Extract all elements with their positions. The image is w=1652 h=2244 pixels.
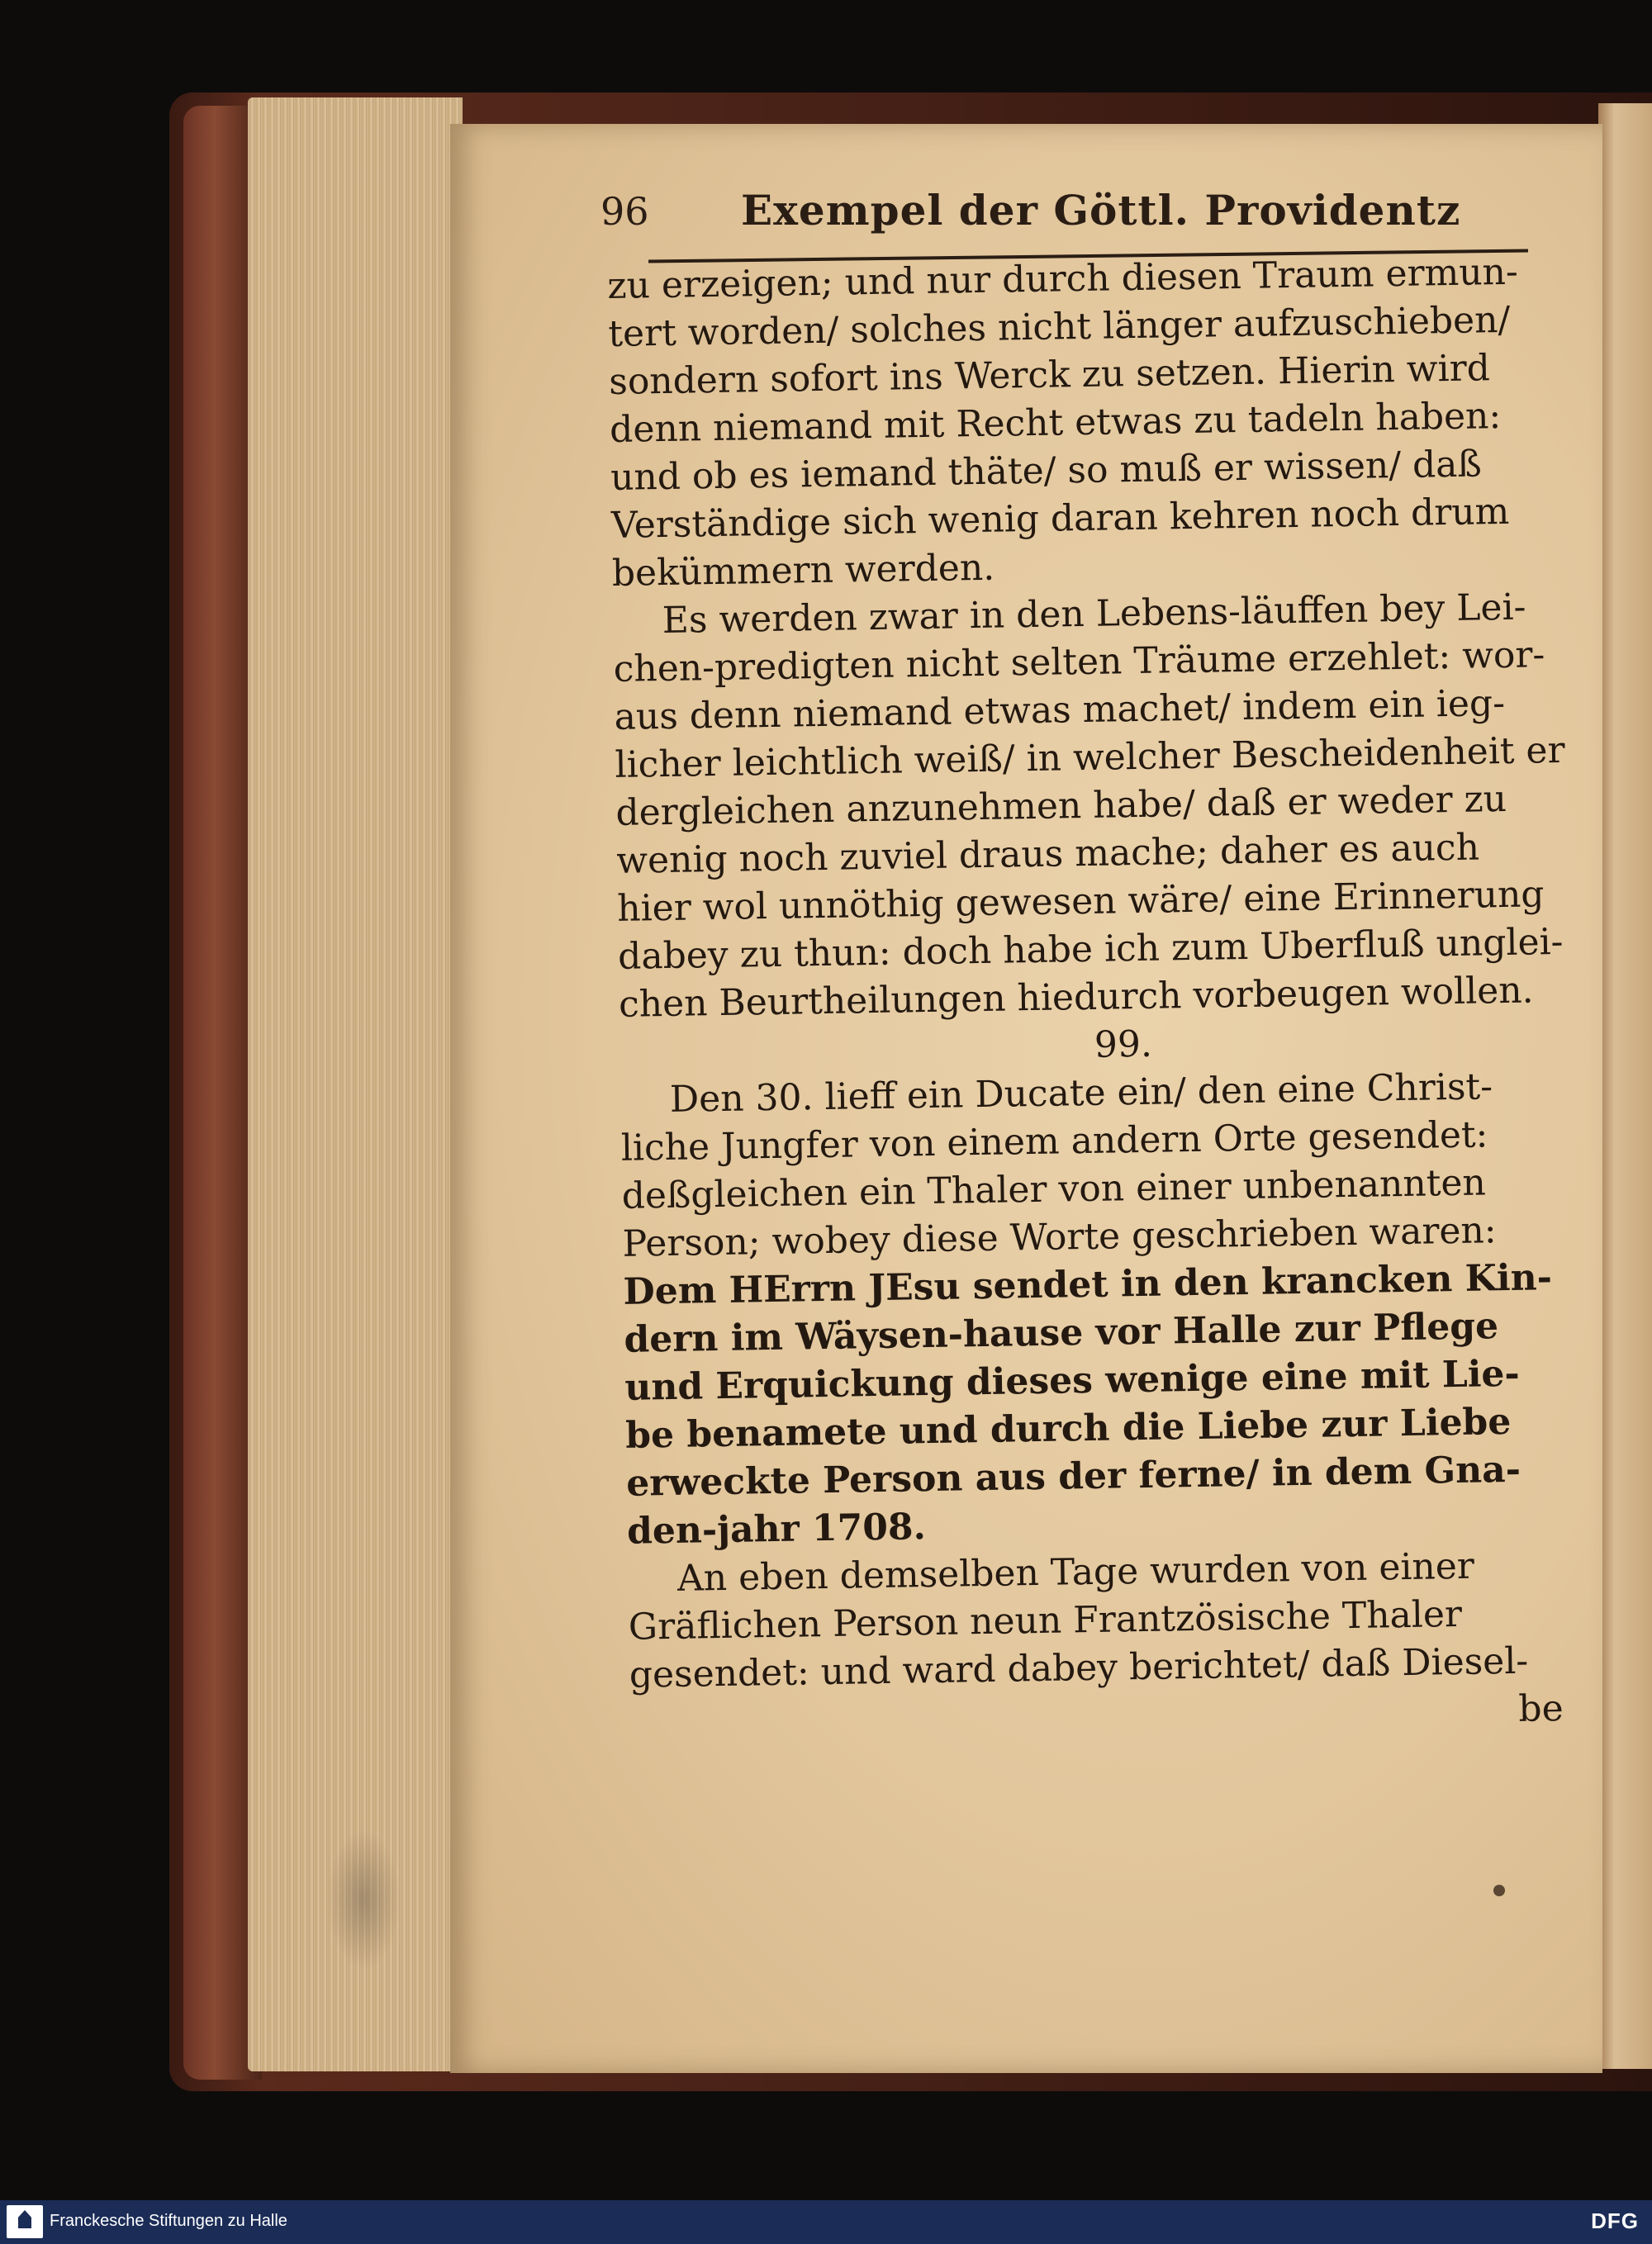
catchword: be [1518,1687,1564,1730]
text-line: zu erzeigen; und nur durch diesen Traum ermun- [607,250,1519,307]
text-line: Gräflichen Person neun Frantzösische Thaler [628,1592,1463,1649]
quote-line: Dem HErrn JEsu sendet in den krancken Kin- [623,1256,1553,1313]
running-head: Exempel der Göttl. Providentz [741,186,1461,235]
text-line: Es werden zwar in den Lebens-läuffen bey Lei- [662,586,1526,643]
text-line: tert worden/ solches nicht länger aufzuschieben/ [607,298,1511,355]
page-stack-edges [248,97,463,2071]
text-line: licher leichtlich weiß/ in welcher Bescheidenheit er [615,728,1565,786]
section-number: 99. [1094,1022,1153,1066]
text-line: chen-predigten nicht selten Träume erzehlet: wor- [613,633,1545,690]
text-line: chen Beurtheilungen hiedurch vorbeugen wollen. [618,969,1534,1026]
donation-quote [623,1254,1569,1556]
page-body [607,248,1572,1748]
quote-line: dern im Wäysen-hause vor Halle zur Pflege [624,1305,1499,1361]
page-number: 96 [601,189,649,234]
text-line: dergleichen anzunehmen habe/ daß er weder zu [615,777,1507,834]
paragraph-1 [607,248,1554,598]
text-line: Den 30. lieff ein Ducate ein/ den eine Christ- [669,1065,1493,1121]
text-line: Verständige sich wenig daran kehren noch drum [610,490,1510,547]
text-line: liche Jungfer von einem andern Orte gesendet: [620,1113,1488,1169]
institution-name: Franckesche Stiftungen zu Halle [50,2212,287,2230]
text-line: gesendet: und ward dabey berichtet/ daß Diesel- [629,1639,1529,1696]
text-line: und ob es iemand thäte/ so muß er wissen/ daß [610,443,1483,499]
text-line: hier wol unnöthig gewesen wäre/ eine Erinnerung [616,873,1545,930]
paragraph-4 [628,1541,1572,1700]
quote-line: erweckte Person aus der ferne/ in dem Gna- [625,1448,1521,1505]
text-line: dabey zu thun: doch habe ich zum Uberfluß unglei- [617,920,1564,978]
dfg-logo[interactable]: DFG [1591,2208,1639,2233]
paragraph-2 [612,583,1565,1029]
text-line: denn niemand mit Recht etwas zu tadeln haben: [609,395,1502,451]
page-smudge [326,1829,401,1970]
footer-bar [0,2200,1652,2244]
quote-line: be benamete und durch die Liebe zur Liebe [624,1400,1512,1457]
quote-line: und Erquickung dieses wenige eine mit Lie- [624,1352,1521,1409]
facing-page-edge [1598,103,1652,2069]
institution-logo-icon[interactable] [7,2205,43,2238]
text-line: wenig noch zuviel draus mache; daher es auch [615,826,1480,882]
page-header [601,186,1526,244]
text-line: Person; wobey diese Worte geschrieben waren: [622,1209,1497,1265]
text-line: aus denn niemand etwas machet/ indem ein ieg- [614,681,1506,738]
text-line: bekümmern werden. [611,546,995,595]
text-line: sondern sofort ins Werck zu setzen. Hierin wird [608,347,1491,403]
ink-dot [1493,1885,1505,1896]
quote-line: den-jahr 1708. [626,1506,927,1553]
paragraph-3 [620,1062,1564,1269]
text-line: deßgleichen ein Thaler von einer unbenannten [621,1161,1487,1217]
text-line: An eben demselben Tage wurden von einer [676,1544,1475,1600]
